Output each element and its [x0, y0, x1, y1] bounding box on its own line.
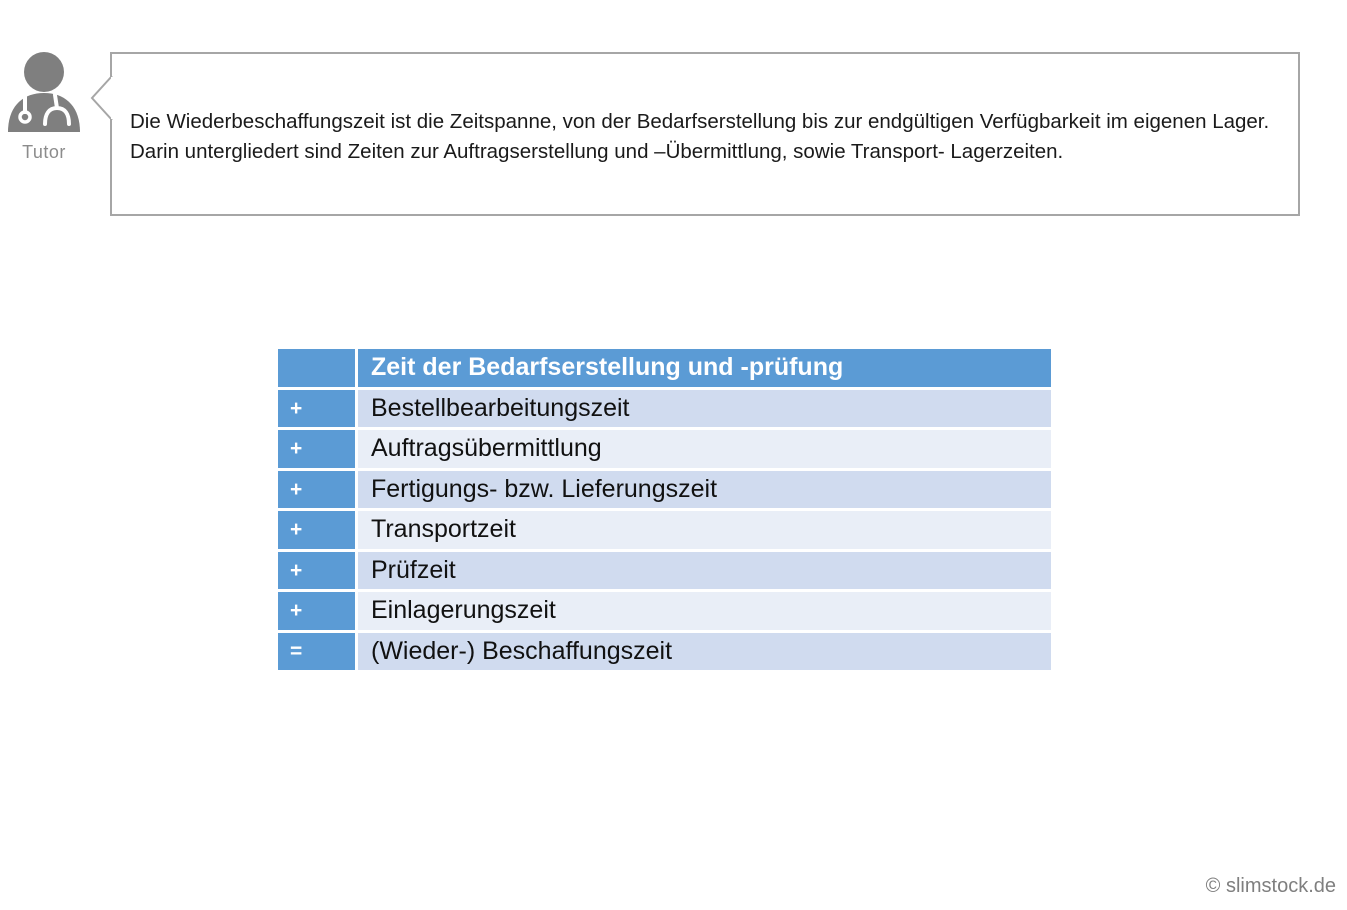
operator-cell: + — [278, 592, 355, 630]
tutor-avatar — [4, 48, 84, 163]
header-label: Zeit der Bedarfserstellung und -prüfung — [358, 349, 1051, 387]
row-label: Prüfzeit — [358, 552, 1051, 590]
table-row — [278, 390, 1051, 428]
bubble-pointer — [90, 74, 114, 122]
operator-cell: = — [278, 633, 355, 671]
doctor-avatar-icon — [5, 48, 83, 134]
row-label: Bestellbearbeitungszeit — [358, 390, 1051, 428]
operator-cell: + — [278, 471, 355, 509]
row-label: Einlagerungszeit — [358, 592, 1051, 630]
table-row — [278, 552, 1051, 590]
operator-cell: + — [278, 552, 355, 590]
table-header-row — [278, 349, 1051, 387]
table-row — [278, 511, 1051, 549]
table-total-row — [278, 633, 1051, 671]
operator-cell: + — [278, 511, 355, 549]
row-label: Auftragsübermittlung — [358, 430, 1051, 468]
procurement-time-table — [278, 349, 1051, 673]
total-label: (Wieder-) Beschaffungszeit — [358, 633, 1051, 671]
operator-cell — [278, 349, 355, 387]
speech-bubble — [110, 52, 1300, 216]
copyright-text: © slimstock.de — [1205, 875, 1336, 897]
tutor-label: Tutor — [22, 142, 66, 162]
operator-cell: + — [278, 430, 355, 468]
row-label: Transportzeit — [358, 511, 1051, 549]
row-label: Fertigungs- bzw. Lieferungszeit — [358, 471, 1051, 509]
table-row — [278, 471, 1051, 509]
bubble-text: Die Wiederbeschaffungszeit ist die Zeitspanne, von der Bedarfserstellung bis zur endgültigen Verfügbarkeit im eigenen Lager. Darin untergliedert sind Zeiten zur Auftragserstellung und –Übermittlung, sowie Transport- Lagerzeiten. — [130, 110, 1270, 163]
table-row — [278, 430, 1051, 468]
operator-cell: + — [278, 390, 355, 428]
table-row — [278, 592, 1051, 630]
